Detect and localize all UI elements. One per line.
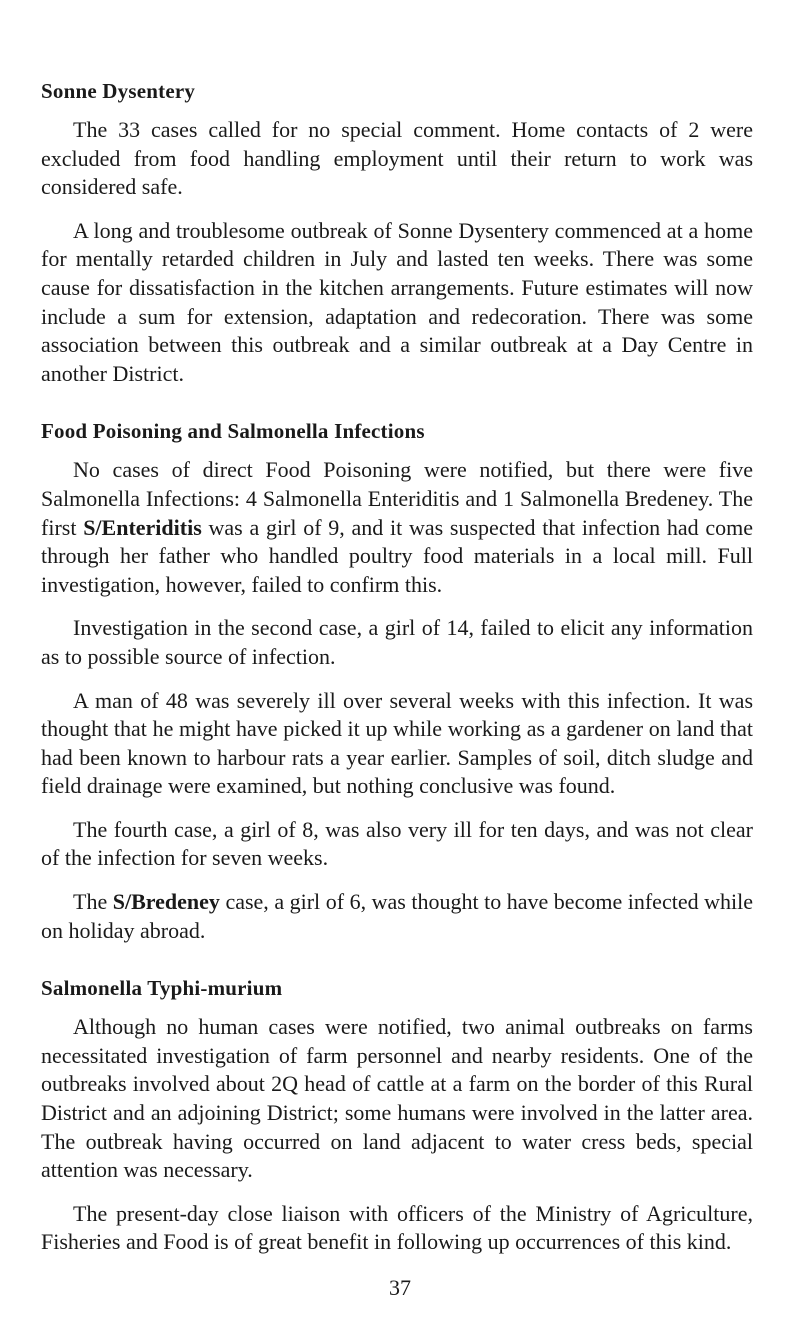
paragraph: A long and troublesome outbreak of Sonne Dysentery commenced at a home for mentally retarded children in July and lasted ten weeks. There was some cause for dissatisfaction in the kitchen arrangements. Future estimates will now include a sum for extension, adaptation and redecoration. There was some association between this outbreak and a similar outbreak at a Day Centre in another District. [41,217,753,386]
paragraph: The 33 cases called for no special comment. Home contacts of 2 were excluded from food handling employment until their return to work was considered safe. [41,117,753,200]
paragraph [41,888,753,945]
paragraph: The present-day close liaison with officers of the Ministry of Agriculture, Fisheries and Food is of great benefit in following up occurrences of this kind. [41,1200,753,1255]
paragraph [41,456,753,599]
paragraph-text: The [73,889,113,915]
section-heading: Salmonella Typhi-murium [41,976,283,1001]
section-food-poisoning [41,418,753,945]
section-sonne-dysentery [41,78,753,388]
section-heading: Sonne Dysentery [41,79,196,103]
paragraph: Investigation in the second case, a girl of 14, failed to elicit any information as to possible source of infection. [41,615,753,669]
organism-name: S/Enteriditis [83,514,202,540]
paragraph: Although no human cases were notified, two animal outbreaks on farms necessitated investigation of farm personnel and nearby residents. One of the outbreaks involved about 2Q head of cattle at a farm on the border of this Rural District and an adjoining District; some humans were involved in the latter area. The outbreak having occurred on land adjacent to water cress beds, special attention was necessary. [41,1014,753,1183]
text-column [41,78,753,1278]
organism-name: S/Bredeney [112,889,220,915]
paragraph-text: No cases of direct Food Poisoning were notified, but there were five Salmonella Infections: 4 Salmonella Enteriditis and 1 Salmonella Bredeney. The first [41,457,753,540]
page-number: 37 [389,1275,411,1300]
section-heading: Food Poisoning and Salmonella Infections [41,419,425,444]
paragraph-text: case, a girl of 6, was thought to have become infected while on holiday abroad. [41,889,754,943]
section-typhi-murium [41,975,753,1257]
paragraph-text: was a girl of 9, and it was suspected that infection had come through her father who handled poultry food materials in a local mill. Full investigation, however, failed to confirm this. [41,514,753,597]
paragraph: The fourth case, a girl of 8, was also very ill for ten days, and was not clear of the infection for seven weeks. [41,816,753,871]
paragraph: A man of 48 was severely ill over several weeks with this infection. It was thought that he might have picked it up while working as a gardener on land that had been known to harbour rats a year earlier. Samples of soil, ditch sludge and field drainage were examined, but nothing conclusive was found. [41,687,753,799]
